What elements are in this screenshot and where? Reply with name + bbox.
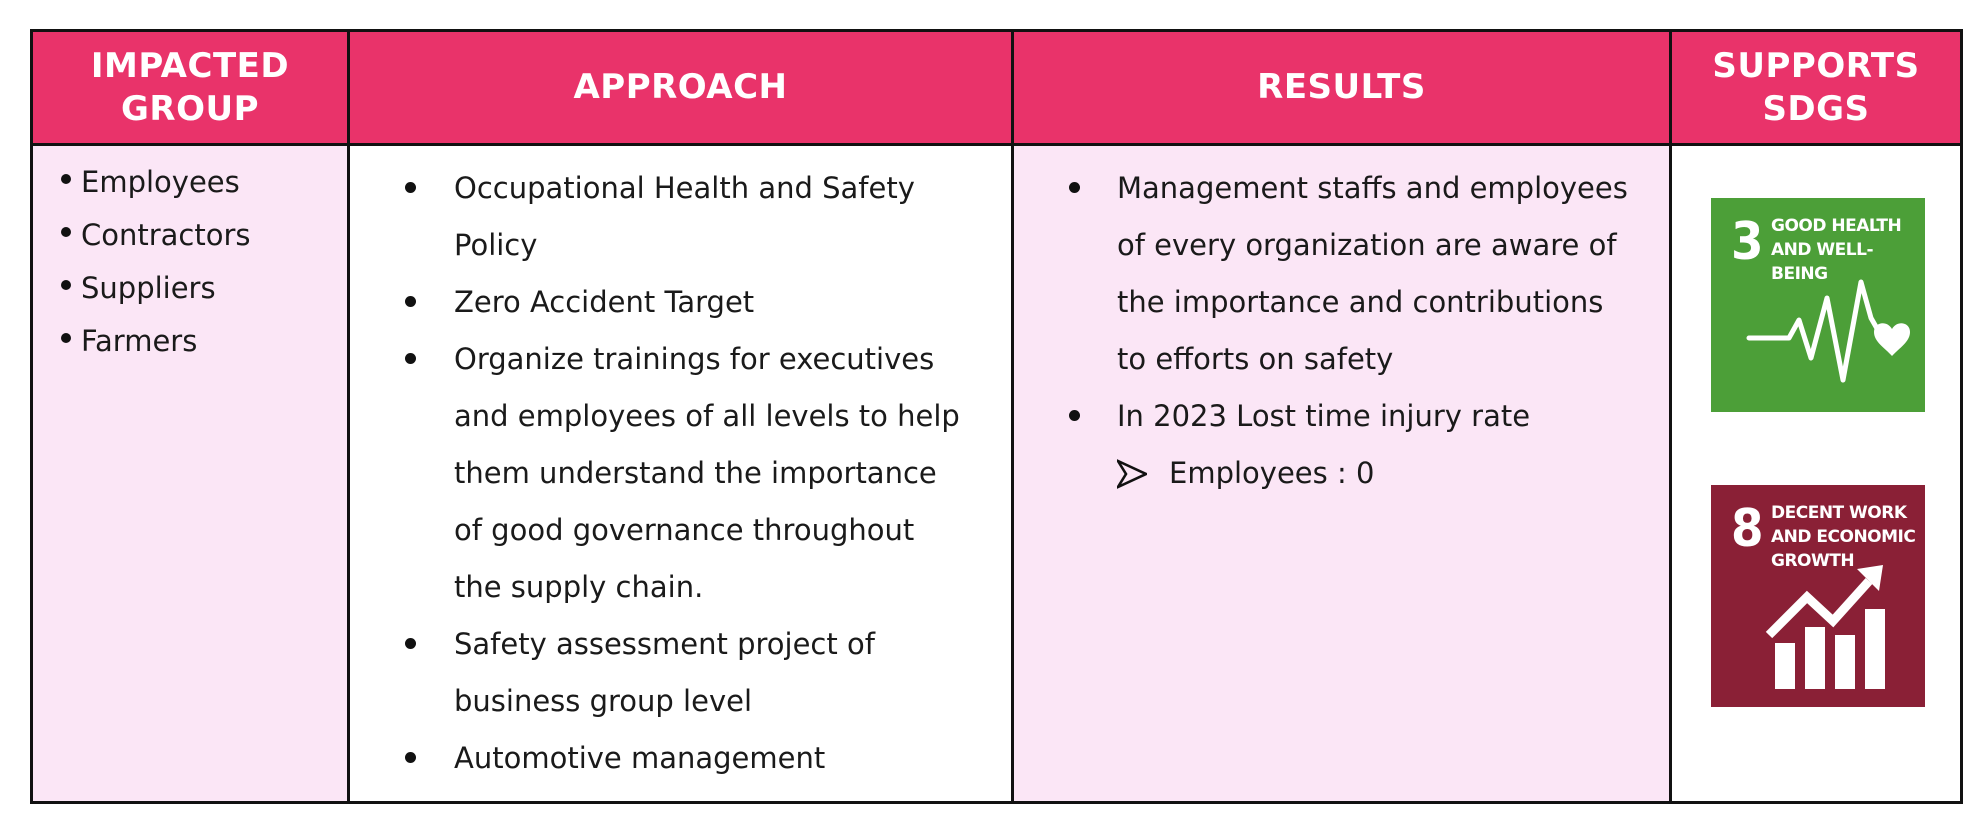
header-approach: APPROACH — [347, 32, 1011, 146]
sdgs-cell — [1669, 146, 1960, 801]
results-sub-item — [1117, 445, 1669, 502]
results-list — [1014, 146, 1669, 445]
sdg-3-badge — [1711, 198, 1925, 412]
header-results: RESULTS — [1011, 32, 1669, 146]
growth-chart-icon — [1711, 485, 1925, 707]
impacted-group-list — [33, 146, 347, 368]
results-cell — [1011, 146, 1669, 801]
impacted-group-cell — [33, 146, 347, 801]
list-item: Management staffs and employees of every organization are aware of the importance and contributions to efforts on safety — [1014, 160, 1669, 388]
heartbeat-icon — [1711, 198, 1925, 412]
sdg-number: 3 — [1731, 212, 1764, 272]
sdg-title: DECENT WORK AND ECONOMIC GROWTH — [1771, 503, 1916, 571]
header-impacted-group: IMPACTED GROUP — [33, 32, 347, 146]
list-item: Organize trainings for executives and employees of all levels to help them understand the importance of good governance throughout the supply chain. — [350, 331, 1011, 616]
approach-list — [350, 146, 1011, 787]
sdg-8-badge — [1711, 485, 1925, 707]
header-supports-sdgs: SUPPORTS SDGS — [1669, 32, 1960, 146]
list-item: Automotive management — [350, 730, 1011, 787]
list-item: Occupational Health and Safety Policy — [350, 160, 1011, 274]
sub-item-label: Employees : 0 — [1169, 456, 1375, 490]
list-item: Suppliers — [33, 262, 347, 315]
sdg-number: 8 — [1731, 499, 1764, 559]
sustainability-table — [30, 29, 1963, 804]
arrow-bullet-icon — [1117, 459, 1147, 489]
list-item: Employees — [33, 156, 347, 209]
list-item: Safety assessment project of business group level — [350, 616, 1011, 730]
approach-cell — [347, 146, 1011, 801]
sdg-title: GOOD HEALTH AND WELL-BEING — [1771, 216, 1902, 284]
list-item: Zero Accident Target — [350, 274, 1011, 331]
list-item: In 2023 Lost time injury rate — [1014, 388, 1669, 445]
list-item: Contractors — [33, 209, 347, 262]
list-item: Farmers — [33, 315, 347, 368]
